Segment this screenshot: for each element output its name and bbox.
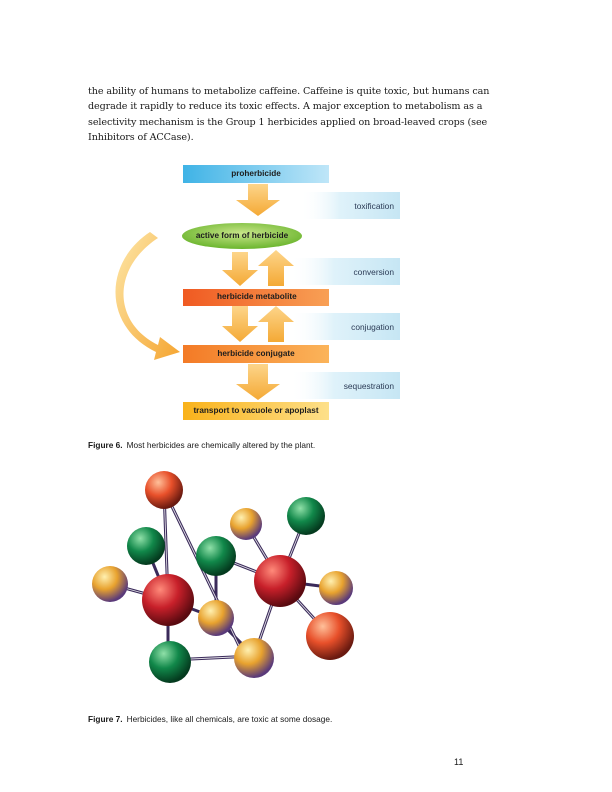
conjugation-label: conjugation [351, 322, 394, 332]
up-arrow-2 [258, 306, 294, 342]
page-number: 11 [454, 757, 464, 767]
atom-green-bottom [149, 641, 191, 683]
figure-6-caption [88, 440, 488, 450]
down-arrow-3 [222, 306, 258, 342]
atom-red-center [142, 574, 194, 626]
body-line: selectivity mechanism is the Group 1 herbicides applied on broad-leaved crops (see [88, 116, 488, 128]
up-arrow-1 [258, 250, 294, 286]
atom-gold-right [319, 571, 353, 605]
atom-gold-middle [198, 600, 234, 636]
atom-gold-bottom [234, 638, 274, 678]
sequestration-label: sequestration [343, 381, 394, 391]
figure-6-caption-text: Most herbicides are chemically altered by the plant. [126, 440, 316, 450]
proherbicide-label: proherbicide [231, 169, 281, 178]
atom-gold-upper [230, 508, 262, 540]
body-line: Inhibitors of ACCase). [88, 132, 194, 144]
atom-gold-left [92, 566, 128, 602]
figure-7-molecule [0, 460, 612, 700]
transport-label: transport to vacuole or apoplast [193, 406, 319, 415]
metabolite-label: herbicide metabolite [217, 292, 297, 301]
molecule-model-graphic [0, 460, 612, 700]
curved-arrow [115, 232, 180, 360]
down-arrow-2 [222, 252, 258, 286]
atom-green-upper-right [287, 497, 325, 535]
atom-orange-right [306, 612, 354, 660]
figure-7-caption [88, 714, 488, 724]
down-arrow-1 [236, 184, 280, 216]
active-form-label: active form of herbicide [195, 231, 289, 240]
figure-7-caption-label: Figure 7. [88, 714, 123, 724]
atom-green-center [196, 536, 236, 576]
body-line: degrade it rapidly to reduce its toxic effects. A major exception to metabolism as a [88, 101, 483, 113]
toxification-label: toxification [354, 201, 394, 211]
atom-red-right [254, 555, 306, 607]
body-line: the ability of humans to metabolize caffeine. Caffeine is quite toxic, but humans can [88, 86, 490, 97]
figure-7-caption-text: Herbicides, like all chemicals, are toxic at some dosage. [126, 714, 333, 724]
atom-green-left [127, 527, 165, 565]
down-arrow-4 [236, 364, 280, 400]
atom-red-top [145, 471, 183, 509]
figure-6-caption-label: Figure 6. [88, 440, 123, 450]
conversion-label: conversion [353, 267, 394, 277]
conjugate-label: herbicide conjugate [217, 349, 295, 358]
